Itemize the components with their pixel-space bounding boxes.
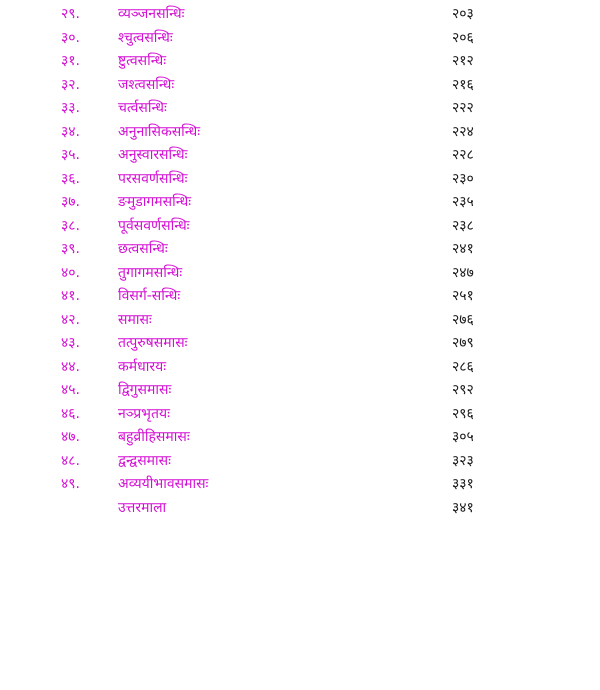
- toc-entry: [0, 97, 600, 121]
- toc-entry: [0, 497, 600, 521]
- entry-page: २९६: [452, 405, 474, 422]
- entry-page: २२४: [452, 123, 474, 140]
- entry-number: ३५.: [61, 147, 81, 163]
- entry-page: २०३: [452, 6, 474, 22]
- entry-title: अनुस्वारसन्धिः: [118, 147, 188, 163]
- toc-entry: [0, 3, 600, 27]
- entry-title: अनुनासिकसन्धिः: [118, 123, 201, 140]
- entry-title: श्चुत्वसन्धिः: [118, 29, 173, 46]
- entry-page: २८६: [452, 358, 474, 375]
- entry-page: २४७: [452, 264, 474, 281]
- entry-page: २५१: [452, 288, 474, 304]
- toc-entry: [0, 379, 600, 403]
- entry-title: द्वन्द्वसमासः: [118, 452, 171, 469]
- toc-entry: [0, 403, 600, 427]
- entry-number: ३४.: [61, 123, 81, 140]
- entry-number: ४१.: [61, 288, 81, 304]
- toc-entry: [0, 285, 600, 309]
- entry-number: ३८.: [61, 217, 81, 234]
- toc-entry: [0, 144, 600, 168]
- toc-entry: [0, 450, 600, 474]
- entry-page: २१२: [452, 53, 474, 69]
- entry-number: ४९.: [61, 476, 81, 492]
- toc-entry: [0, 262, 600, 286]
- entry-title: चर्त्वसन्धिः: [118, 100, 167, 116]
- entry-page: २३८: [452, 217, 474, 234]
- toc-entry: [0, 473, 600, 497]
- entry-title: ष्टुत्वसन्धिः: [118, 53, 167, 69]
- toc-entry: [0, 215, 600, 239]
- entry-number: ४६.: [61, 405, 81, 422]
- entry-number: ४४.: [61, 358, 81, 375]
- toc-entry: [0, 121, 600, 145]
- entry-title: तत्पुरुषसमासः: [118, 335, 188, 351]
- entry-title: ङमुडागमसन्धिः: [118, 194, 192, 210]
- entry-page: ३०५: [452, 429, 474, 445]
- toc-entry: [0, 356, 600, 380]
- entry-page: २३५: [452, 194, 474, 210]
- entry-number: ४२.: [61, 311, 81, 328]
- entry-page: २३०: [452, 170, 474, 187]
- entry-number: ४७.: [61, 429, 81, 445]
- entry-number: ३६.: [61, 170, 81, 187]
- entry-number: ३७.: [61, 194, 81, 210]
- entry-title: विसर्ग-सन्धिः: [118, 288, 181, 304]
- toc-entry: [0, 332, 600, 356]
- entry-title: कर्मधारयः: [118, 358, 167, 375]
- entry-title: नञ्प्रभृतयः: [118, 405, 170, 422]
- toc-entry: [0, 27, 600, 51]
- entry-title: बहुव्रीहिसमासः: [118, 429, 190, 445]
- toc-entry: [0, 238, 600, 262]
- entry-number: ३२.: [61, 76, 81, 93]
- entry-title: उत्तरमाला: [118, 499, 167, 516]
- toc-entry: [0, 191, 600, 215]
- entry-page: २७९: [452, 335, 474, 351]
- table-of-contents: [0, 3, 600, 520]
- entry-page: ३२३: [452, 452, 474, 469]
- entry-page: २४१: [452, 241, 474, 257]
- entry-page: २०६: [452, 29, 474, 46]
- toc-entry: [0, 168, 600, 192]
- entry-page: २९२: [452, 382, 474, 398]
- entry-title: छत्वसन्धिः: [118, 241, 168, 257]
- entry-title: जश्त्वसन्धिः: [118, 76, 175, 93]
- toc-entry: [0, 309, 600, 333]
- entry-number: ३३.: [61, 100, 81, 116]
- entry-page: ३४१: [452, 499, 474, 516]
- entry-title: पूर्वसवर्णसन्धिः: [118, 217, 190, 234]
- entry-number: २९.: [61, 6, 81, 22]
- entry-title: तुगागमसन्धिः: [118, 264, 183, 281]
- entry-title: समासः: [118, 311, 152, 328]
- entry-title: अव्ययीभावसमासः: [118, 476, 209, 492]
- entry-title: द्विगुसमासः: [118, 382, 172, 398]
- entry-number: ३९.: [61, 241, 81, 257]
- entry-title: परसवर्णसन्धिः: [118, 170, 188, 187]
- entry-title: व्यञ्जनसन्धिः: [118, 6, 185, 22]
- toc-entry: [0, 426, 600, 450]
- entry-number: ३१.: [61, 53, 81, 69]
- toc-entry: [0, 74, 600, 98]
- entry-page: २१६: [452, 76, 474, 93]
- entry-number: ३०.: [61, 29, 81, 46]
- entry-number: ४८.: [61, 452, 81, 469]
- entry-page: ३३१: [452, 476, 474, 492]
- entry-page: २२८: [452, 147, 474, 163]
- entry-page: २२२: [452, 100, 474, 116]
- entry-number: ४०.: [61, 264, 81, 281]
- toc-entry: [0, 50, 600, 74]
- entry-number: ४३.: [61, 335, 81, 351]
- entry-page: २७६: [452, 311, 474, 328]
- entry-number: ४५.: [61, 382, 81, 398]
